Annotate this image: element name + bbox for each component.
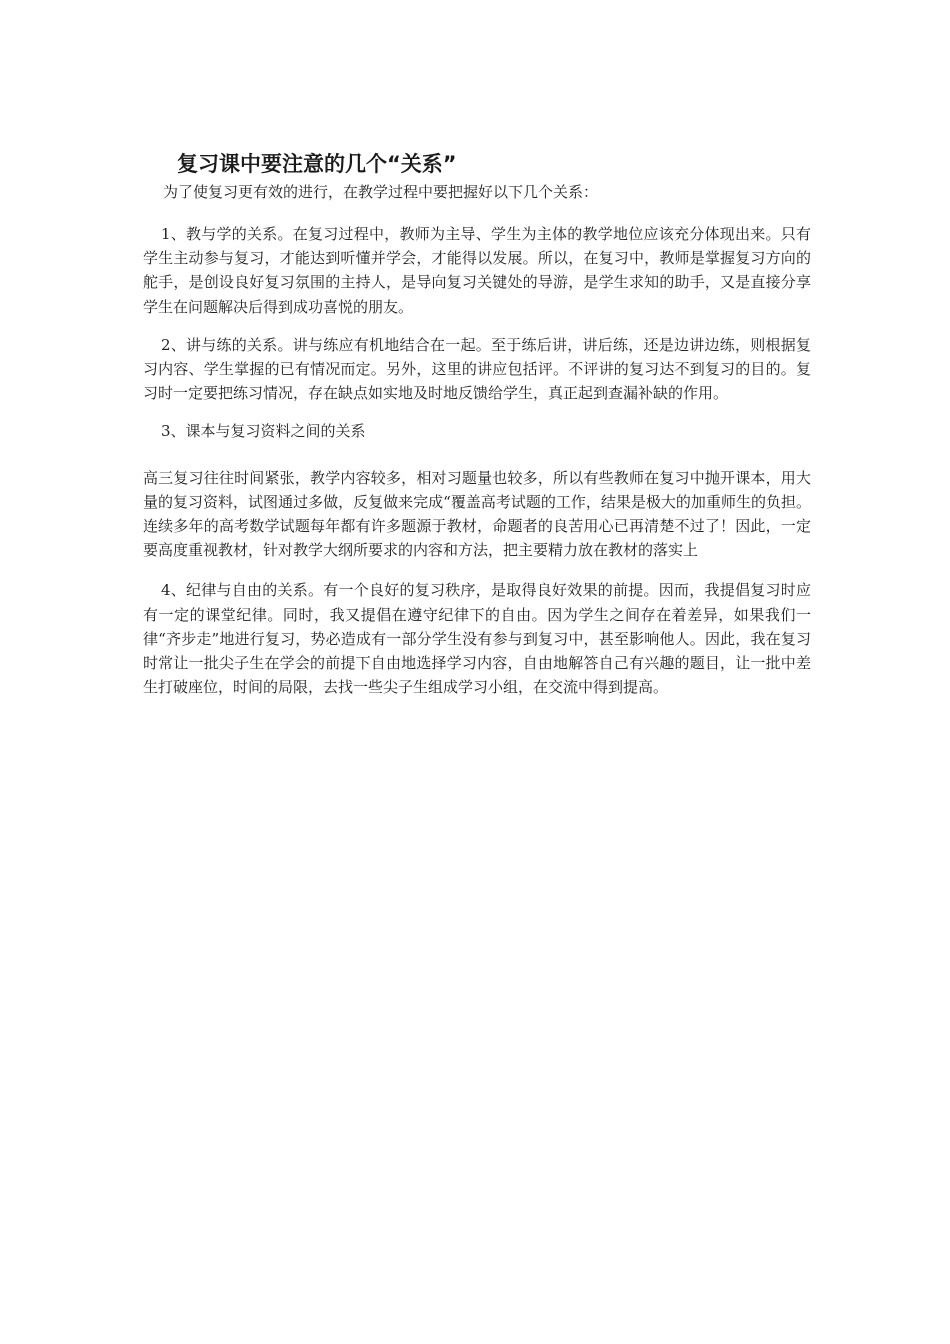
paragraph-discipline-freedom: 4、纪律与自由的关系。有一个良好的复习秩序，是取得良好效果的前提。因而，我提倡复习时应有一定的课堂纪律。同时，我又提倡在遵守纪律下的自由。因为学生之间存在着差异，如果我们一律“齐步走”地进行复习，势必造成有一部分学生没有参与到复习中，甚至影响他人。因此，我在复习时常让一批尖子生在学会的前提下自由地选择学习内容，自由地解答自己有兴趣的题目，让一批中差生打破座位，时间的局限，去找一些尖子生组成学习小组，在交流中得到提高。 [143,581,811,697]
document-body [143,148,811,699]
paragraph-textbook-materials: 高三复习往往时间紧张，教学内容较多，相对习题量也较多，所以有些教师在复习中抛开课本，用大量的复习资料，试图通过多做，反复做来完成“覆盖高考试题的工作，结果是极大的加重师生的负担。连续多年的高考数学试题每年都有许多题源于教材，命题者的良苦用心已再清楚不过了！因此，一定要高度重视教材，针对教学大纲所要求的内容和方法，把主要精力放在教材的落实上 [143,468,811,560]
paragraph-lecture-practice: 2、讲与练的关系。讲与练应有机地结合在一起。至于练后讲，讲后练，还是边讲边练，则根据复习内容、学生掌握的已有情况而定。另外，这里的讲应包括评。不评讲的复习达不到复习的目的。复习时一定要把练习情况，存在缺点如实地及时地反馈给学生，真正起到查漏补缺的作用。 [143,335,811,403]
paragraph-teaching-learning: 1、教与学的关系。在复习过程中，教师为主导、学生为主体的教学地位应该充分体现出来。只有学生主动参与复习，才能达到听懂并学会，才能得以发展。所以，在复习中，教师是掌握复习方向的舵手，是创设良好复习氛围的主持人，是导向复习关键处的导游，是学生求知的助手，又是直接分享学生在问题解决后得到成功喜悦的朋友。 [143,225,811,316]
intro-text: 为了使复习更有效的进行，在教学过程中要把握好以下几个关系： [163,183,599,201]
paragraph-textbook-heading: 3、课本与复习资料之间的关系 [161,422,366,441]
document-title: 复习课中要注意的几个“关系” [177,152,457,176]
